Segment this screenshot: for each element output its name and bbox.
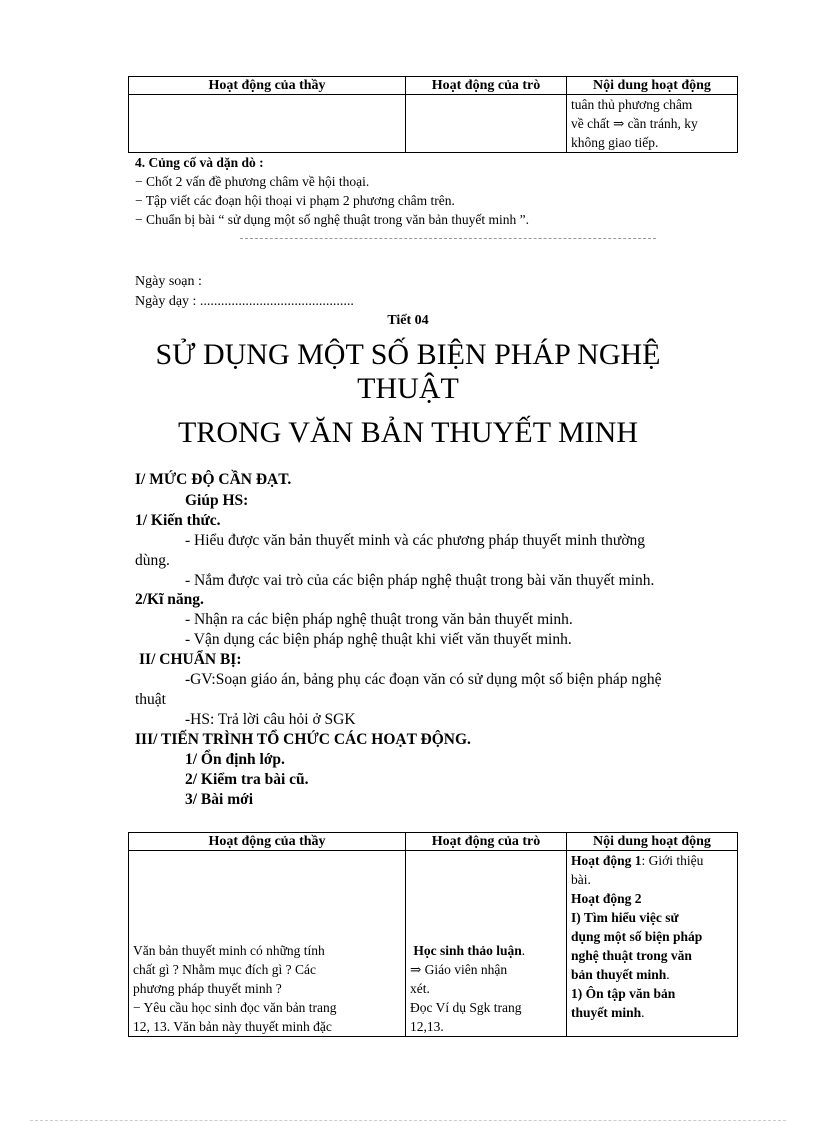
- section-3: III/ TIẾN TRÌNH TỔ CHỨC CÁC HOẠT ĐỘNG.: [135, 731, 471, 748]
- table-top: [128, 76, 738, 153]
- ngay-day: Ngày dạy : ............................................: [135, 294, 354, 309]
- col-header-student: Hoạt động của trò: [406, 77, 567, 95]
- content-line: về chất ⇒ cần tránh, ky: [571, 116, 698, 131]
- ngay-soan: Ngày soạn :: [135, 274, 202, 289]
- teacher-line: chất gì ? Nhằm mục đích gì ? Các: [133, 962, 316, 977]
- col-header-teacher: Hoạt động của thầy: [129, 77, 406, 95]
- title-line-3: TRONG VĂN BẢN THUYẾT MINH: [177, 416, 638, 449]
- content-line: [571, 851, 733, 870]
- kn-item: - Vận dụng các biện pháp nghệ thuật khi viết văn thuyết minh.: [185, 631, 572, 648]
- step-1: 1/ Ổn định lớp.: [185, 751, 285, 768]
- hs-item: -HS: Trả lời câu hỏi ở SGK: [185, 711, 356, 728]
- table-activities: [128, 832, 738, 1037]
- kt-item: - Nắm được vai trò của các biện pháp nghệ thuật trong bài văn thuyết minh.: [185, 572, 655, 589]
- teacher-line: − Yêu cầu học sinh đọc văn bản trang: [133, 1000, 337, 1015]
- student-line: Đọc Ví dụ Sgk trang: [410, 1000, 522, 1015]
- kt-item: - Hiểu được văn bản thuyết minh và các phương pháp thuyết minh thường: [185, 532, 646, 549]
- student-cell: [406, 851, 567, 1037]
- gv-item: -GV:Soạn giáo án, bảng phụ các đoạn văn có sử dụng một số biện pháp nghệ: [185, 671, 662, 688]
- student-cell: [406, 95, 567, 153]
- section-2: II/ CHUẨN BỊ:: [139, 651, 242, 668]
- step-3: 3/ Bài mới: [185, 791, 254, 808]
- ki-nang: 2/Kĩ năng.: [135, 591, 204, 608]
- student-line: ⇒ Giáo viên nhận: [410, 962, 508, 977]
- giup-hs: Giúp HS:: [185, 492, 249, 509]
- content-line: dụng một số biện pháp: [571, 929, 703, 944]
- student-line: xét.: [410, 981, 430, 996]
- content-line: không giao tiếp.: [571, 135, 659, 150]
- student-line: 12,13.: [410, 1019, 444, 1034]
- step-2: 2/ Kiểm tra bài cũ.: [185, 771, 309, 788]
- divider: [240, 238, 656, 239]
- content-bold: thuyết minh: [571, 1005, 642, 1020]
- content-line: nghệ thuật trong văn: [571, 948, 692, 963]
- col-header-teacher: Hoạt động của thầy: [129, 833, 406, 851]
- teacher-cell: [129, 95, 406, 153]
- col-header-student: Hoạt động của trò: [406, 833, 567, 851]
- section4-heading: 4. Củng cố và dặn dò :: [135, 155, 264, 170]
- content-line: bản thuyết minh.: [571, 967, 670, 982]
- teacher-cell: [129, 851, 406, 1037]
- content-cell: [567, 95, 738, 153]
- tiet: Tiết 04: [387, 313, 429, 328]
- content-line: tuân thủ phương châm: [571, 97, 693, 112]
- content-line: 1) Ôn tập văn bản: [571, 986, 676, 1001]
- teacher-line: Văn bản thuyết minh có những tính: [133, 943, 325, 958]
- title-line-2: THUẬT: [357, 372, 459, 405]
- teacher-line: 12, 13. Văn bản này thuyết minh đặc: [133, 1019, 332, 1034]
- kien-thuc: 1/ Kiến thức.: [135, 512, 221, 529]
- section4-item: − Chuẩn bị bài “ sử dụng một số nghệ thuật trong văn bản thuyết minh ”.: [135, 212, 529, 227]
- content-cell: [567, 851, 738, 1037]
- gv-item-cont: thuật: [135, 691, 166, 708]
- col-header-content: Nội dung hoạt động: [567, 77, 738, 95]
- title-line-1: SỬ DỤNG MỘT SỐ BIỆN PHÁP NGHỆ: [155, 338, 661, 371]
- teacher-line: phương pháp thuyết minh ?: [133, 981, 282, 996]
- student-line: Học sinh thảo luận.: [413, 943, 526, 958]
- kn-item: - Nhận ra các biện pháp nghệ thuật trong văn bản thuyết minh.: [185, 611, 573, 628]
- hd2: Hoạt động 2: [571, 891, 642, 906]
- page-footer-line: [30, 1120, 786, 1121]
- section-1: I/ MỨC ĐỘ CẦN ĐẠT.: [135, 471, 292, 488]
- hd1-bold: Hoạt động 1: [571, 853, 642, 868]
- col-header-content: Nội dung hoạt động: [567, 833, 738, 851]
- section4-item: − Tập viết các đoạn hội thoại vi phạm 2 phương châm trên.: [135, 193, 455, 208]
- hd1-rest: : Giới thiệu: [641, 853, 704, 868]
- section4-item: − Chốt 2 vấn đề phương châm về hội thoại.: [135, 174, 370, 189]
- student-bold: Học sinh thảo luận: [413, 943, 522, 958]
- content-bold: bản thuyết minh: [571, 967, 667, 982]
- content-line: I) Tìm hiểu việc sử: [571, 910, 679, 925]
- kt-item-cont: dùng.: [135, 552, 170, 569]
- content-line: thuyết minh.: [571, 1005, 645, 1020]
- content-line: bài.: [571, 872, 591, 887]
